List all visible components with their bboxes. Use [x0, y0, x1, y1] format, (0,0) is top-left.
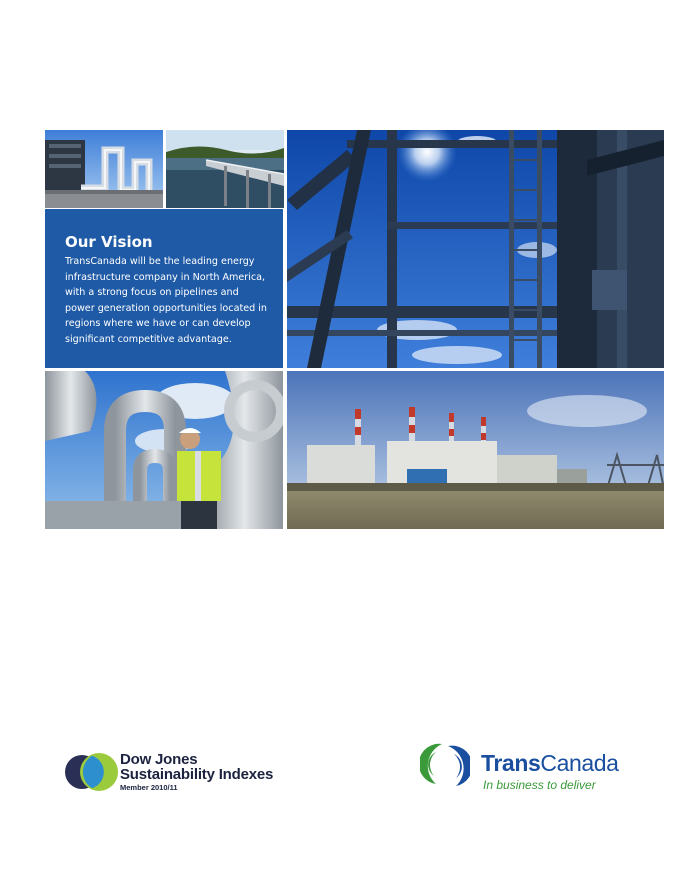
transcanada-swoosh-icon: [420, 740, 470, 790]
photo-steel-structure: [287, 130, 664, 368]
transcanada-wordmark: [481, 750, 619, 776]
vision-panel: [45, 209, 283, 368]
dow-jones-membership: Member 2010/11: [120, 783, 178, 792]
dow-jones-circles-icon: [64, 753, 122, 791]
photo-bridge-lake: [166, 130, 284, 208]
dow-jones-index-name: Sustainability Indexes: [120, 766, 274, 783]
photo-pipe-facility: [45, 130, 163, 208]
transcanada-wordmark-trans: Trans: [481, 750, 541, 776]
transcanada-tagline: In business to deliver: [483, 778, 596, 792]
vision-body: TransCanada will be the leading energy infrastructure company in North America, with a strong focus on pipelines and power generation opportunities located in regions where we have or can develop significant competitive advantage.: [65, 256, 267, 345]
vision-title: Our Vision: [65, 233, 153, 251]
transcanada-logo: [420, 740, 640, 796]
dow-jones-logo: [64, 752, 294, 797]
photo-worker-pipeline: [45, 371, 283, 529]
dow-jones-name: Dow Jones: [120, 751, 198, 768]
photo-power-station-river: [287, 371, 664, 529]
transcanada-wordmark-canada: Canada: [540, 750, 619, 776]
